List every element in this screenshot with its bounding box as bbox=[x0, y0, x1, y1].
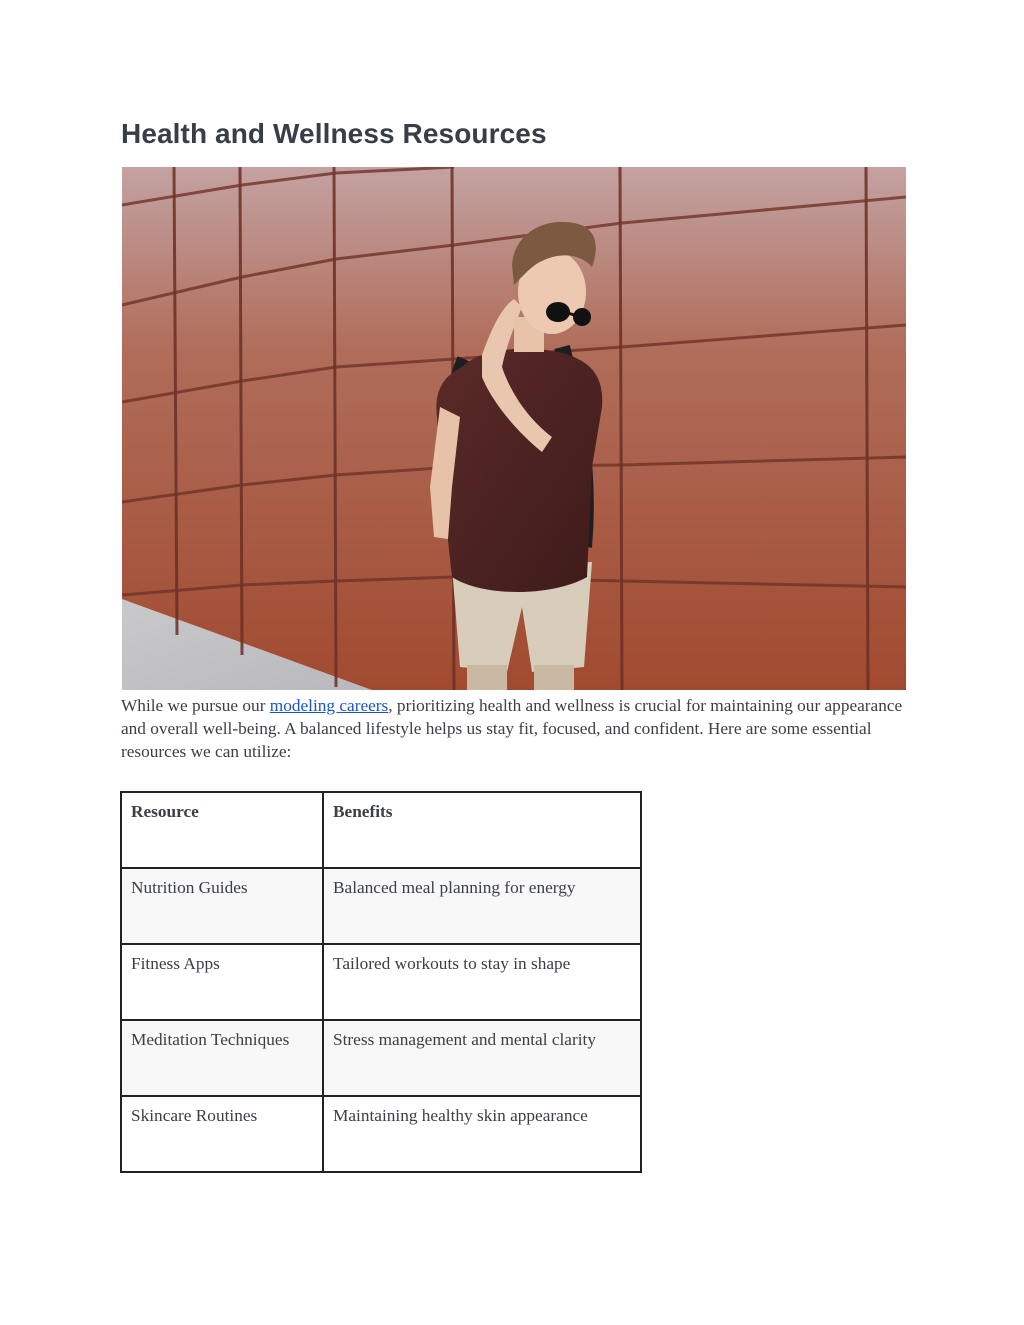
table-row bbox=[121, 944, 641, 1020]
resources-table bbox=[120, 791, 642, 1173]
table-header-row bbox=[121, 792, 641, 868]
resource-cell: Skincare Routines bbox=[121, 1096, 323, 1172]
resource-cell: Fitness Apps bbox=[121, 944, 323, 1020]
benefit-cell: Stress management and mental clarity bbox=[323, 1020, 641, 1096]
resource-cell: Meditation Techniques bbox=[121, 1020, 323, 1096]
benefit-cell: Maintaining healthy skin appearance bbox=[323, 1096, 641, 1172]
modeling-careers-link[interactable]: modeling careers bbox=[269, 696, 389, 715]
header-benefits: Benefits bbox=[323, 792, 641, 868]
benefit-cell: Tailored workouts to stay in shape bbox=[323, 944, 641, 1020]
table-row bbox=[121, 1020, 641, 1096]
hero-photo bbox=[122, 167, 906, 690]
table-row bbox=[121, 868, 641, 944]
benefit-cell: Balanced meal planning for energy bbox=[323, 868, 641, 944]
resource-cell: Nutrition Guides bbox=[121, 868, 323, 944]
intro-paragraph bbox=[121, 694, 911, 763]
intro-text-before: While we pursue our bbox=[121, 696, 270, 715]
table-row bbox=[121, 1096, 641, 1172]
page-title: Health and Wellness Resources bbox=[121, 118, 547, 149]
header-resource: Resource bbox=[121, 792, 323, 868]
intro-text-after: , prioritizing health and wellness is crucial for maintaining our appearance and overall well-being. A balanced lifestyle helps us stay fit, focused, and confident. Here are some essential resources we can utilize: bbox=[121, 696, 903, 761]
